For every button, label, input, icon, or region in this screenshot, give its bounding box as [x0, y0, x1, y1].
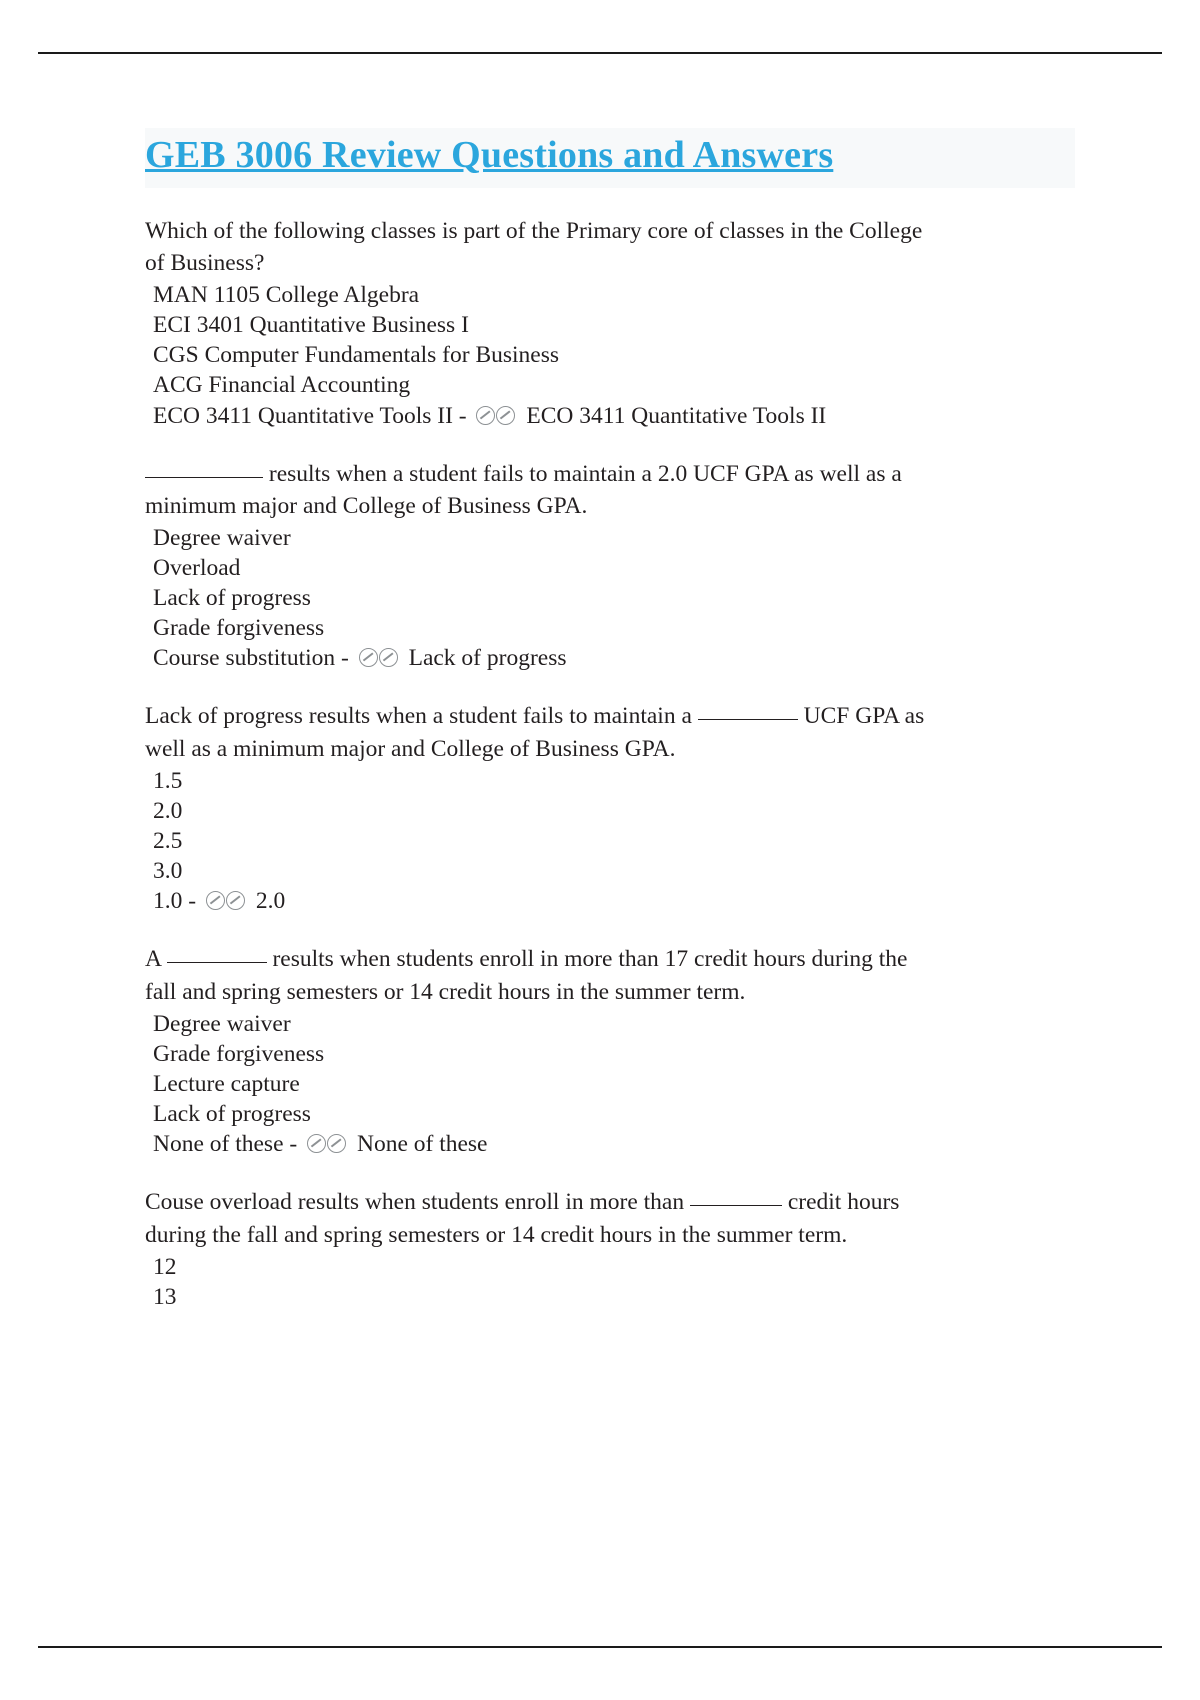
correct-answer-text: 2.0: [255, 888, 286, 915]
answer-option-text: None of these -: [153, 1131, 298, 1158]
correct-answer-text: Lack of progress: [408, 645, 567, 672]
question-prompt-text: Couse overload results when students enroll in more than: [145, 1189, 685, 1216]
fill-in-blank: [167, 962, 267, 963]
question-prompt-line: [145, 1187, 1075, 1218]
question-prompt-text: UCF GPA as: [803, 703, 925, 730]
option-item[interactable]: CGS Computer Fundamentals for Business: [153, 342, 560, 369]
option-list: [145, 1009, 1075, 1161]
option-item[interactable]: 12: [153, 1253, 177, 1280]
option-item[interactable]: 13: [153, 1283, 177, 1310]
question-prompt-line: well as a minimum major and College of Business GPA.: [145, 735, 676, 762]
option-item[interactable]: ECI 3401 Quantitative Business I: [153, 312, 469, 339]
option-item[interactable]: Degree waiver: [153, 525, 291, 552]
correct-answer-icon: [359, 645, 399, 675]
question-prompt-line: during the fall and spring semesters or 14 credit hours in the summer term.: [145, 1221, 848, 1248]
header-divider: [38, 52, 1162, 54]
answer-option-text: 1.0 -: [153, 888, 197, 915]
question-block-4: [145, 944, 1075, 1161]
question-prompt-line: [145, 459, 1075, 490]
question-prompt-line: minimum major and College of Business GPA.: [145, 492, 588, 519]
question-prompt-line: of Business?: [145, 249, 265, 276]
option-item[interactable]: 3.0: [153, 858, 183, 885]
option-item[interactable]: ACG Financial Accounting: [153, 372, 411, 399]
question-prompt-text: Lack of progress results when a student fails to maintain a: [145, 703, 692, 730]
fill-in-blank: [698, 719, 798, 720]
option-item[interactable]: 2.5: [153, 828, 183, 855]
question-block-1: [145, 216, 1075, 433]
answer-option-text: Course substitution -: [153, 645, 349, 672]
answer-line: [153, 401, 1075, 433]
option-list: [145, 766, 1075, 918]
question-prompt-text: results when a student fails to maintain a 2.0 UCF GPA as well as a: [268, 460, 902, 487]
option-item[interactable]: Degree waiver: [153, 1010, 291, 1037]
option-item[interactable]: Grade forgiveness: [153, 1040, 325, 1067]
footer-divider: [38, 1646, 1162, 1648]
option-item[interactable]: MAN 1105 College Algebra: [153, 282, 420, 309]
answer-line: [153, 643, 1075, 675]
correct-answer-text: ECO 3411 Quantitative Tools II: [526, 402, 827, 429]
option-item[interactable]: Lack of progress: [153, 1101, 311, 1128]
answer-option-text: ECO 3411 Quantitative Tools II -: [153, 402, 467, 429]
question-prompt-line: fall and spring semesters or 14 credit hours in the summer term.: [145, 978, 746, 1005]
option-item[interactable]: 2.0: [153, 798, 183, 825]
question-prompt-text: results when students enroll in more than 17 credit hours during the: [272, 946, 908, 973]
question-prompt-text: A: [145, 946, 161, 973]
question-block-3: [145, 701, 1075, 918]
title-band: [145, 128, 1075, 188]
option-list: [145, 280, 1075, 432]
fill-in-blank: [145, 477, 263, 478]
option-list: [145, 523, 1075, 675]
answer-line: [153, 886, 1075, 918]
fill-in-blank: [690, 1205, 782, 1206]
question-prompt-line: Which of the following classes is part of the Primary core of classes in the College: [145, 217, 923, 244]
option-item[interactable]: Grade forgiveness: [153, 615, 325, 642]
question-block-2: [145, 459, 1075, 676]
correct-answer-icon: [206, 888, 246, 918]
option-item[interactable]: Lack of progress: [153, 585, 311, 612]
question-prompt-text: credit hours: [787, 1189, 900, 1216]
option-item[interactable]: 1.5: [153, 767, 183, 794]
question-block-5: [145, 1187, 1075, 1312]
question-prompt-line: [145, 701, 1075, 732]
option-list: [145, 1252, 1075, 1312]
document-content: [145, 128, 1075, 1338]
correct-answer-icon: [476, 403, 516, 433]
question-prompt-line: [145, 944, 1075, 975]
option-item[interactable]: Lecture capture: [153, 1071, 300, 1098]
page-title: GEB 3006 Review Questions and Answers: [145, 134, 834, 176]
correct-answer-icon: [307, 1131, 347, 1161]
correct-answer-text: None of these: [356, 1131, 488, 1158]
option-item[interactable]: Overload: [153, 555, 241, 582]
answer-line: [153, 1129, 1075, 1161]
